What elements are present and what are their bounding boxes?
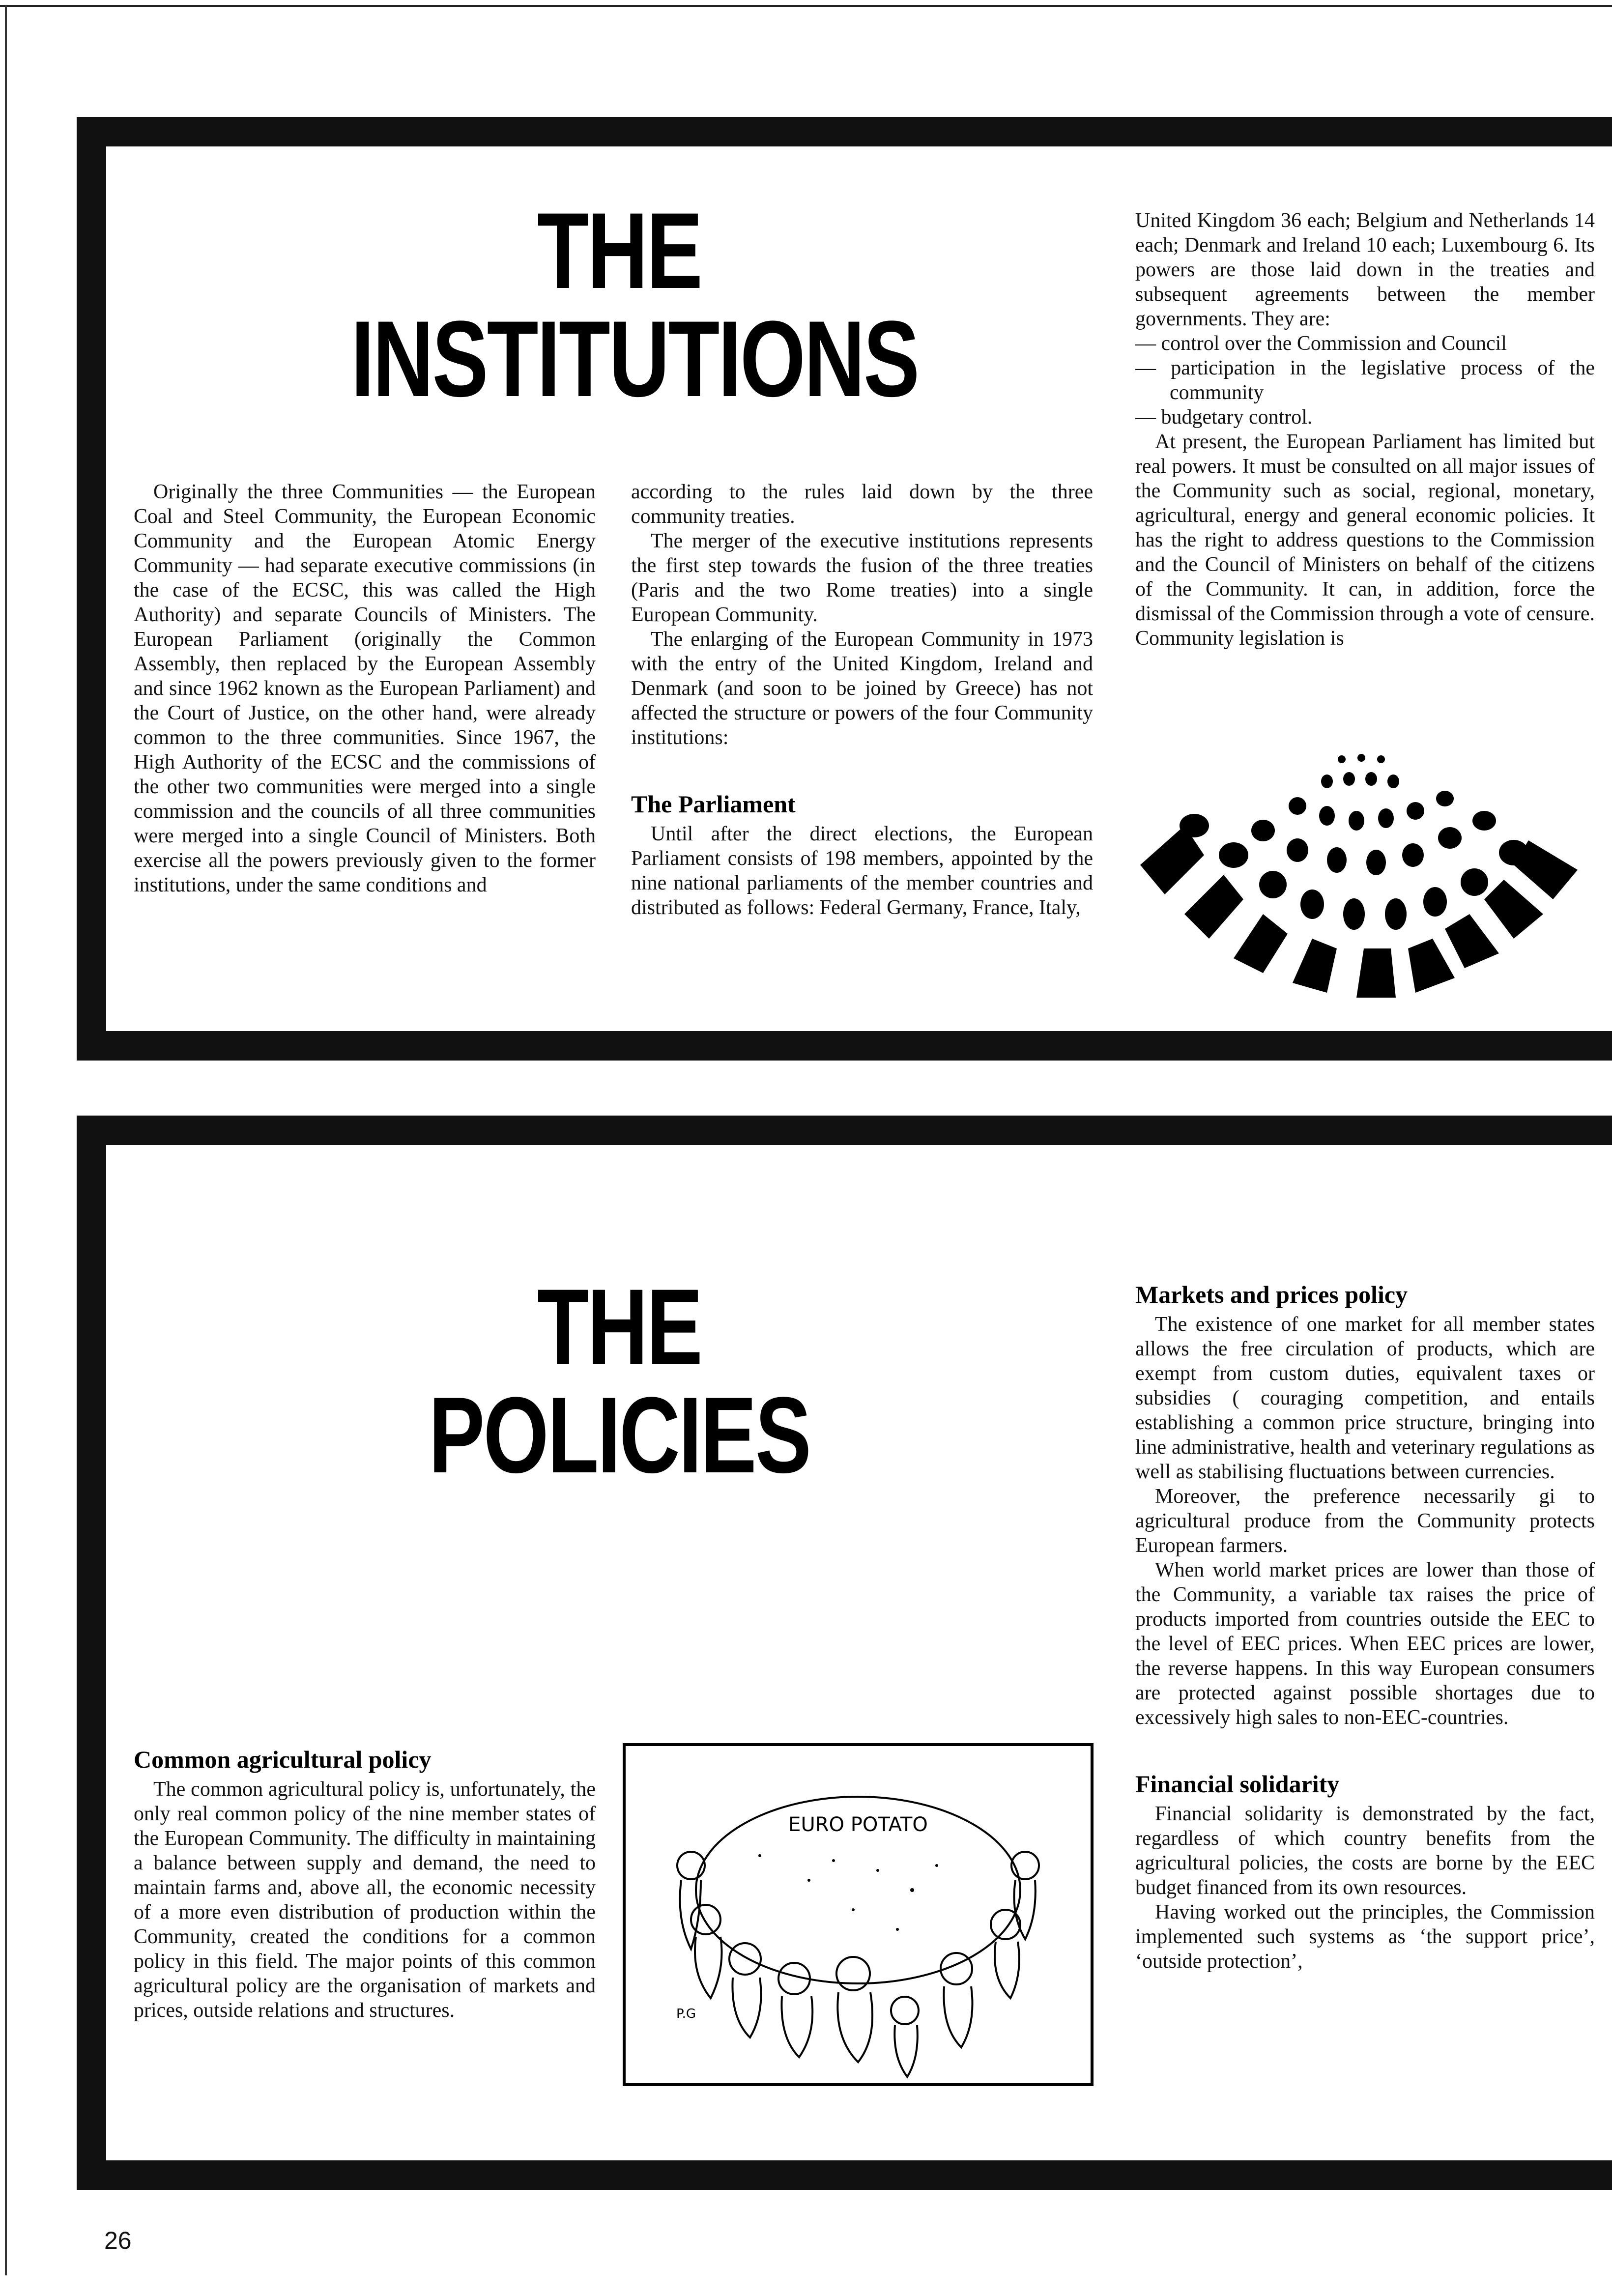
policies-title [351, 1266, 888, 1495]
euro-potato-cartoon [622, 1743, 1094, 2087]
markets-paragraph: Moreover, the preference necessarily gi to agricultural produce from the Community protects European farmers. [1135, 1485, 1595, 1557]
institutions-column-3 [1135, 208, 1595, 651]
parliament-powers-list [1135, 331, 1595, 430]
markets-heading: Markets and prices policy [1135, 1281, 1408, 1308]
policies-column-3 [1135, 1280, 1595, 1974]
institutions-column-2 [631, 480, 1093, 920]
institutions-paragraph: United Kingdom 36 each; Belgium and Netherlands 14 each; Denmark and Ireland 10 each; Luxembourg 6. Its powers are those laid down in the treaties and subsequent agreements between the member governments. They are: [1135, 209, 1595, 330]
cap-heading: Common agricultural policy [134, 1746, 432, 1773]
list-item: — control over the Commission and Council [1135, 332, 1507, 355]
cap-paragraph: The common agricultural policy is, unfortunately, the only real common policy of the nine member states of the European Community. The difficulty in maintaining a balance between supply and demand, the need to maintain farms and, above all, the economic necessity of a more even distribution of production within the Community, created the conditions for a common policy in this field. The major points of this common agricultural policy are the organisation of markets and prices, outside relations and structures. [134, 1778, 596, 2022]
markets-paragraph: The existence of one market for all member states allows the free circulation of products, which are exempt from custom duties, equivalent taxes or subsidies ( couraging competition, and entails establishing a common price structure, bringing into line administrative, health and veterinary regulations as well as stabilising fluctuations between currencies. [1135, 1313, 1595, 1483]
markets-paragraph: When world market prices are lower than those of the Community, a variable tax raises the price of products imported from countries outside the EEC to the level of EEC prices. When EEC prices are lower, the reverse happens. In this way European consumers are protected against possible shortages due to excessively high sales to non-EEC-countries. [1135, 1559, 1595, 1729]
institutions-title-line1: THE [537, 190, 701, 311]
list-item: — participation in the legislative process of the community [1135, 357, 1595, 404]
cartoon-signature: P.G [676, 2007, 696, 2021]
institutions-paragraph: At present, the European Parliament has limited but real powers. It must be consulted on all major issues of the Community such as social, regional, monetary, agricultural, energy and general economic policies. It has the right to address questions to the Commission and the Council of Ministers on behalf of the citizens of the Community. It can, in addition, force the dismissal of the Commission through a vote of censure. Community legislation is [1135, 430, 1595, 650]
cartoon-label: EURO POTATO [788, 1813, 928, 1836]
list-item: — budgetary control. [1135, 406, 1313, 429]
page-number: 26 [104, 2227, 132, 2254]
financial-heading: Financial solidarity [1135, 1770, 1340, 1798]
institutions-column-1 [134, 480, 596, 897]
institutions-title-line2: INSTITUTIONS [351, 298, 919, 419]
institutions-title [351, 190, 919, 419]
parliament-paragraph: Until after the direct elections, the European Parliament consists of 198 members, appointed by the nine national parliaments of the member countries and distributed as follows: Federal Germany, France, Italy, [631, 823, 1093, 919]
financial-paragraph: Financial solidarity is demonstrated by the fact, regardless of which country benefits from the agricultural policies, the costs are borne by the EEC budget financed from its own resources. [1135, 1803, 1595, 1899]
policies-title-line2: POLICIES [428, 1375, 810, 1495]
institutions-paragraph: Originally the three Communities — the European Coal and Steel Community, the European Economic Community and the European Atomic Energy Community — had separate executive commissions (in the case of the ECSC, this was called the High Authority) and separate Councils of Ministers. The European Parliament (originally the Common Assembly, then replaced by the European Assembly and since 1962 known as the European Parliament) and the Court of Justice, on the other hand, were already common to the three communities. Since 1967, the High Authority of the ECSC and the commissions of the other two communities were merged into a single commission and the councils of all three communities were merged into a single Council of Ministers. Both exercise all the powers previously given to the former institutions, under the same conditions and [134, 481, 596, 896]
top-rule [0, 5, 1612, 7]
cap-column [134, 1745, 596, 2023]
parliament-hemicycle-illustration [1130, 752, 1592, 1027]
institutions-paragraph: The merger of the executive institutions represents the first step towards the fusion of the three treaties (Paris and the two Rome treaties) into a single European Community. [631, 530, 1093, 626]
institutions-paragraph: The enlarging of the European Community in 1973 with the entry of the United Kingdom, Ireland and Denmark (and soon to be joined by Greece) has not affected the structure or powers of the four Community institutions: [631, 628, 1093, 749]
policies-title-line1: THE [537, 1266, 701, 1387]
institutions-paragraph: according to the rules laid down by the three community treaties. [631, 481, 1093, 528]
left-rule [5, 5, 7, 2275]
parliament-heading: The Parliament [631, 790, 796, 818]
financial-paragraph: Having worked out the principles, the Commission implemented such systems as ‘the support price’, ‘outside protection’, [1135, 1901, 1595, 1973]
